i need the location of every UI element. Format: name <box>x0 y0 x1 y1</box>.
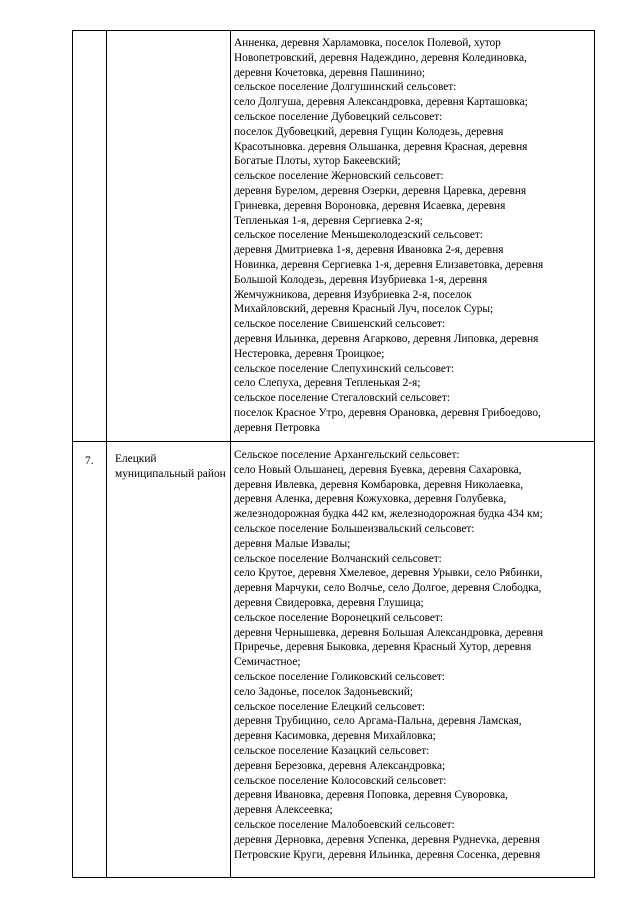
settlement-line: сельское поселение Жерновский сельсовет: <box>234 170 444 183</box>
settlement-line: Новинка, деревня Сергиевка 1-я, деревня Елизаветовка, деревня <box>234 258 544 271</box>
settlement-line: деревня Ильинка, деревня Агарково, деревня Липовка, деревня <box>234 332 539 345</box>
settlement-line: сельское поселение Волчанский сельсовет: <box>234 552 442 565</box>
settlement-line: деревня Кочетовка, деревня Пашинино; <box>234 66 426 79</box>
settlement-line: деревня Свидеровка, деревня Глушица; <box>234 596 424 609</box>
settlement-line: Тепленькая 1-я, деревня Сергиевка 2-я; <box>234 214 423 227</box>
settlement-line: сельское поселение Большеизвальский сельсовет: <box>234 522 475 535</box>
settlement-line: сельское поселение Голиковский сельсовет: <box>234 670 445 683</box>
settlement-line: Большой Колодезь, деревня Изубриевка 1-я, деревня <box>234 273 488 286</box>
settlement-line: Петровские Круги, деревня Ильинка, деревня Сосенка, деревня <box>234 848 541 861</box>
settlement-line: деревня Петровка <box>234 421 320 434</box>
settlement-line: Новопетровский, деревня Надеждино, деревня Колединовка, <box>234 51 527 64</box>
settlement-line: Красотыновка. деревня Ольшанка, деревня Красная, деревня <box>234 140 528 153</box>
settlement-line: деревня Алексеевка; <box>234 804 333 817</box>
settlement-line: сельское поселение Свишенский сельсовет: <box>234 318 446 331</box>
settlement-line: Жемчужникова, деревня Изубриевка 2-я, поселок <box>234 288 472 301</box>
row-number: 7. <box>85 455 94 467</box>
settlement-line: поселок Красное Утро, деревня Орановка, деревня Грибоедово, <box>234 406 541 419</box>
settlement-line: деревня Чернышевка, деревня Большая Александровка, деревня <box>234 626 544 639</box>
settlement-line: село Долгуша, деревня Александровка, деревня Карташовка; <box>234 96 528 109</box>
table-row <box>73 442 595 878</box>
settlement-line: Нестеровка, деревня Троицкое; <box>234 347 385 360</box>
settlement-line: село Задонье, поселок Задоньевский; <box>234 685 413 698</box>
district-cell <box>107 31 231 442</box>
settlement-line: сельское поселение Елецкий сельсовет: <box>234 700 425 713</box>
settlement-line: сельское поселение Меньшеколодезский сельсовет: <box>234 229 483 242</box>
settlement-line: сельское поселение Долгушинский сельсовет: <box>234 81 457 94</box>
settlements-table <box>72 30 595 878</box>
settlement-line: деревня Дерновка, деревня Успенка, деревня Руднevка, деревня <box>234 833 540 846</box>
settlements-text <box>231 31 594 436</box>
settlement-line: село Крутое, деревня Хмелевое, деревня Урывки, село Рябинки, <box>234 567 543 580</box>
settlement-line: деревня Дмитриевка 1-я, деревня Ивановка 2-я, деревня <box>234 244 504 257</box>
settlement-line: сельское поселение Слепухинский сельсовет: <box>234 362 454 375</box>
settlement-line: Гриневка, деревня Вороновка, деревня Исаевка, деревня <box>234 199 506 212</box>
settlement-line: деревня Бурелом, деревня Озерки, деревня Царевка, деревня <box>234 184 527 197</box>
settlement-line: Михайловский, деревня Красный Луч, поселок Суры; <box>234 303 494 316</box>
row-number-cell <box>73 442 107 878</box>
settlement-line: Анненка, деревня Харламовка, поселок Полевой, хутор <box>234 37 501 49</box>
settlement-line: сельское поселение Дубовецкий сельсовет: <box>234 110 443 123</box>
settlements-text <box>231 442 594 862</box>
settlement-line: деревня Касимовка, деревня Михайловка; <box>234 730 436 743</box>
district-cell <box>107 442 231 878</box>
settlement-line: сельское поселение Воронецкий сельсовет: <box>234 611 443 624</box>
settlement-line: село Слепуха, деревня Тепленькая 2-я; <box>234 377 421 390</box>
settlement-line: Приречье, деревня Быковка, деревня Красный Хутор, деревня <box>234 641 532 654</box>
settlement-line: сельское поселение Стегаловский сельсовет: <box>234 392 450 405</box>
row-number-cell <box>73 31 107 442</box>
row-number <box>73 31 106 43</box>
settlement-line: Сельское поселение Архангельский сельсовет: <box>234 449 460 461</box>
settlement-line: сельское поселение Казацкий сельсовет: <box>234 744 430 757</box>
settlement-line: сельское поселение Колосовский сельсовет: <box>234 774 447 787</box>
settlements-cell <box>231 442 595 878</box>
settlement-line: деревня Березовка, деревня Александровка; <box>234 759 446 772</box>
settlement-line: железнодорожная будка 442 км, железнодорожная будка 434 км; <box>234 508 543 521</box>
settlement-line: деревня Ивановка, деревня Поповка, деревня Суворовка, <box>234 789 508 802</box>
district-name <box>107 31 230 41</box>
settlement-line: село Новый Ольшанец, деревня Буевка, деревня Сахаровка, <box>234 463 522 476</box>
district-name: Елецкий муниципальный район <box>115 453 226 480</box>
settlement-line: сельское поселение Малобоевский сельсовет: <box>234 818 455 831</box>
settlement-line: Семичастное; <box>234 656 301 669</box>
settlement-line: деревня Трубицино, село Аргама-Пальна, деревня Ламская, <box>234 715 522 728</box>
settlement-line: деревня Марчуки, село Волчье, село Долгое, деревня Слободка, <box>234 582 542 595</box>
settlement-line: деревня Ивлевка, деревня Комбаровка, деревня Николаевка, <box>234 478 524 491</box>
settlements-cell <box>231 31 595 442</box>
settlement-line: деревня Аленка, деревня Кожуховка, деревня Голубевка, <box>234 493 507 506</box>
table-row <box>73 31 595 442</box>
settlement-line: поселок Дубовецкий, деревня Гущин Колодезь, деревня <box>234 125 504 138</box>
settlement-line: Богатые Плоты, хутор Бакеевский; <box>234 155 401 168</box>
settlement-line: деревня Малые Извалы; <box>234 537 351 550</box>
